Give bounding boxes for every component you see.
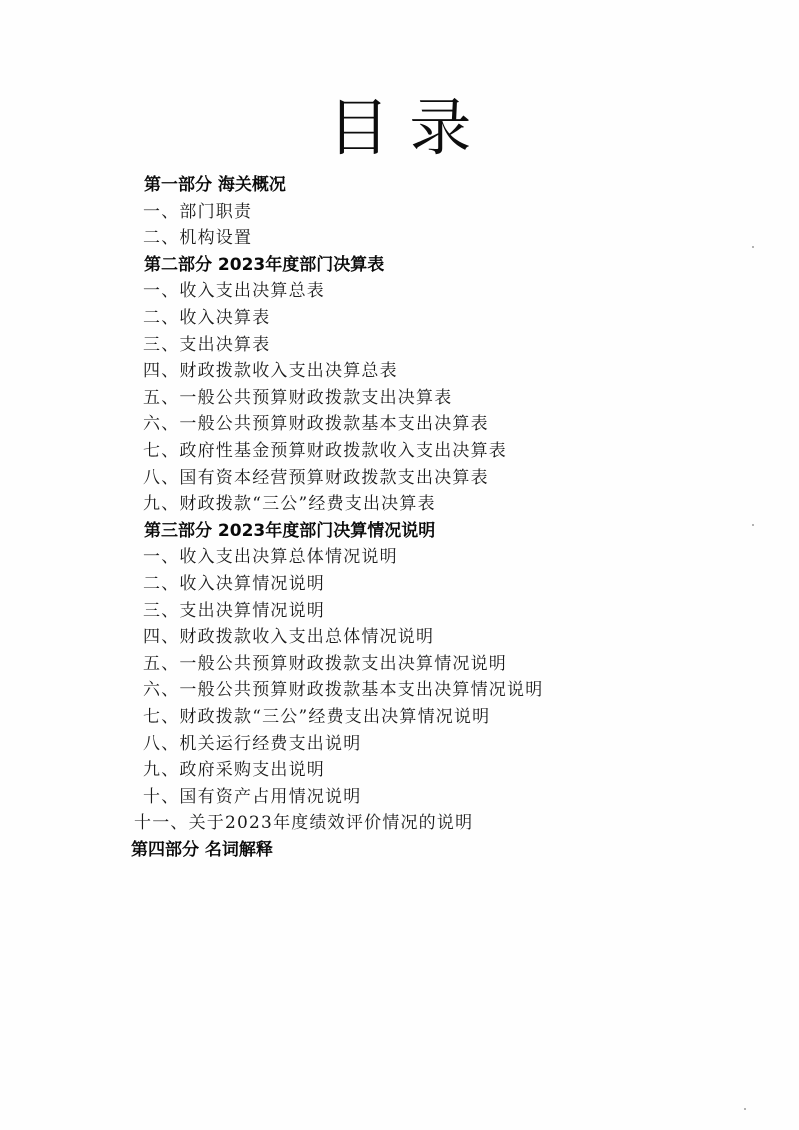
toc-item: 二、机构设置	[143, 228, 253, 248]
toc-item: 二、收入决算表	[143, 308, 271, 328]
scan-speck	[752, 246, 754, 248]
scan-speck	[752, 524, 754, 526]
toc-item: 六、一般公共预算财政拨款基本支出决算表	[143, 414, 489, 434]
toc-item: 五、一般公共预算财政拨款支出决算表	[143, 388, 453, 408]
toc-item: 十、国有资产占用情况说明	[143, 787, 362, 807]
toc-item: 一、收入支出决算总表	[143, 281, 325, 301]
toc-item: 四、财政拨款收入支出决算总表	[143, 361, 398, 381]
toc-item: 四、财政拨款收入支出总体情况说明	[143, 627, 435, 647]
toc-item: 七、财政拨款“三公”经费支出决算情况说明	[143, 707, 491, 727]
toc-part-heading: 第四部分 名词解释	[131, 840, 273, 860]
toc-item: 三、支出决算表	[143, 335, 271, 355]
toc-part-heading: 第三部分 2023年度部门决算情况说明	[144, 521, 436, 541]
toc-item: 九、财政拨款“三公”经费支出决算表	[143, 494, 436, 514]
toc-item: 三、支出决算情况说明	[143, 601, 325, 621]
page-title: 目 录	[327, 91, 472, 164]
toc-part-heading: 第一部分 海关概况	[144, 175, 286, 195]
toc-item: 十一、关于2023年度绩效评价情况的说明	[134, 813, 474, 833]
toc-item: 五、一般公共预算财政拨款支出决算情况说明	[143, 654, 507, 674]
toc-item: 六、一般公共预算财政拨款基本支出决算情况说明	[143, 680, 544, 700]
toc-item: 一、部门职责	[143, 202, 253, 222]
toc-item: 一、收入支出决算总体情况说明	[143, 547, 398, 567]
toc-item: 八、国有资本经营预算财政拨款支出决算表	[143, 468, 489, 488]
toc-item: 七、政府性基金预算财政拨款收入支出决算表	[143, 441, 507, 461]
toc-item: 九、政府采购支出说明	[143, 760, 325, 780]
scan-speck	[744, 1108, 746, 1110]
toc-part-heading: 第二部分 2023年度部门决算表	[144, 255, 385, 275]
toc-item: 二、收入决算情况说明	[143, 574, 325, 594]
toc-item: 八、机关运行经费支出说明	[143, 734, 362, 754]
